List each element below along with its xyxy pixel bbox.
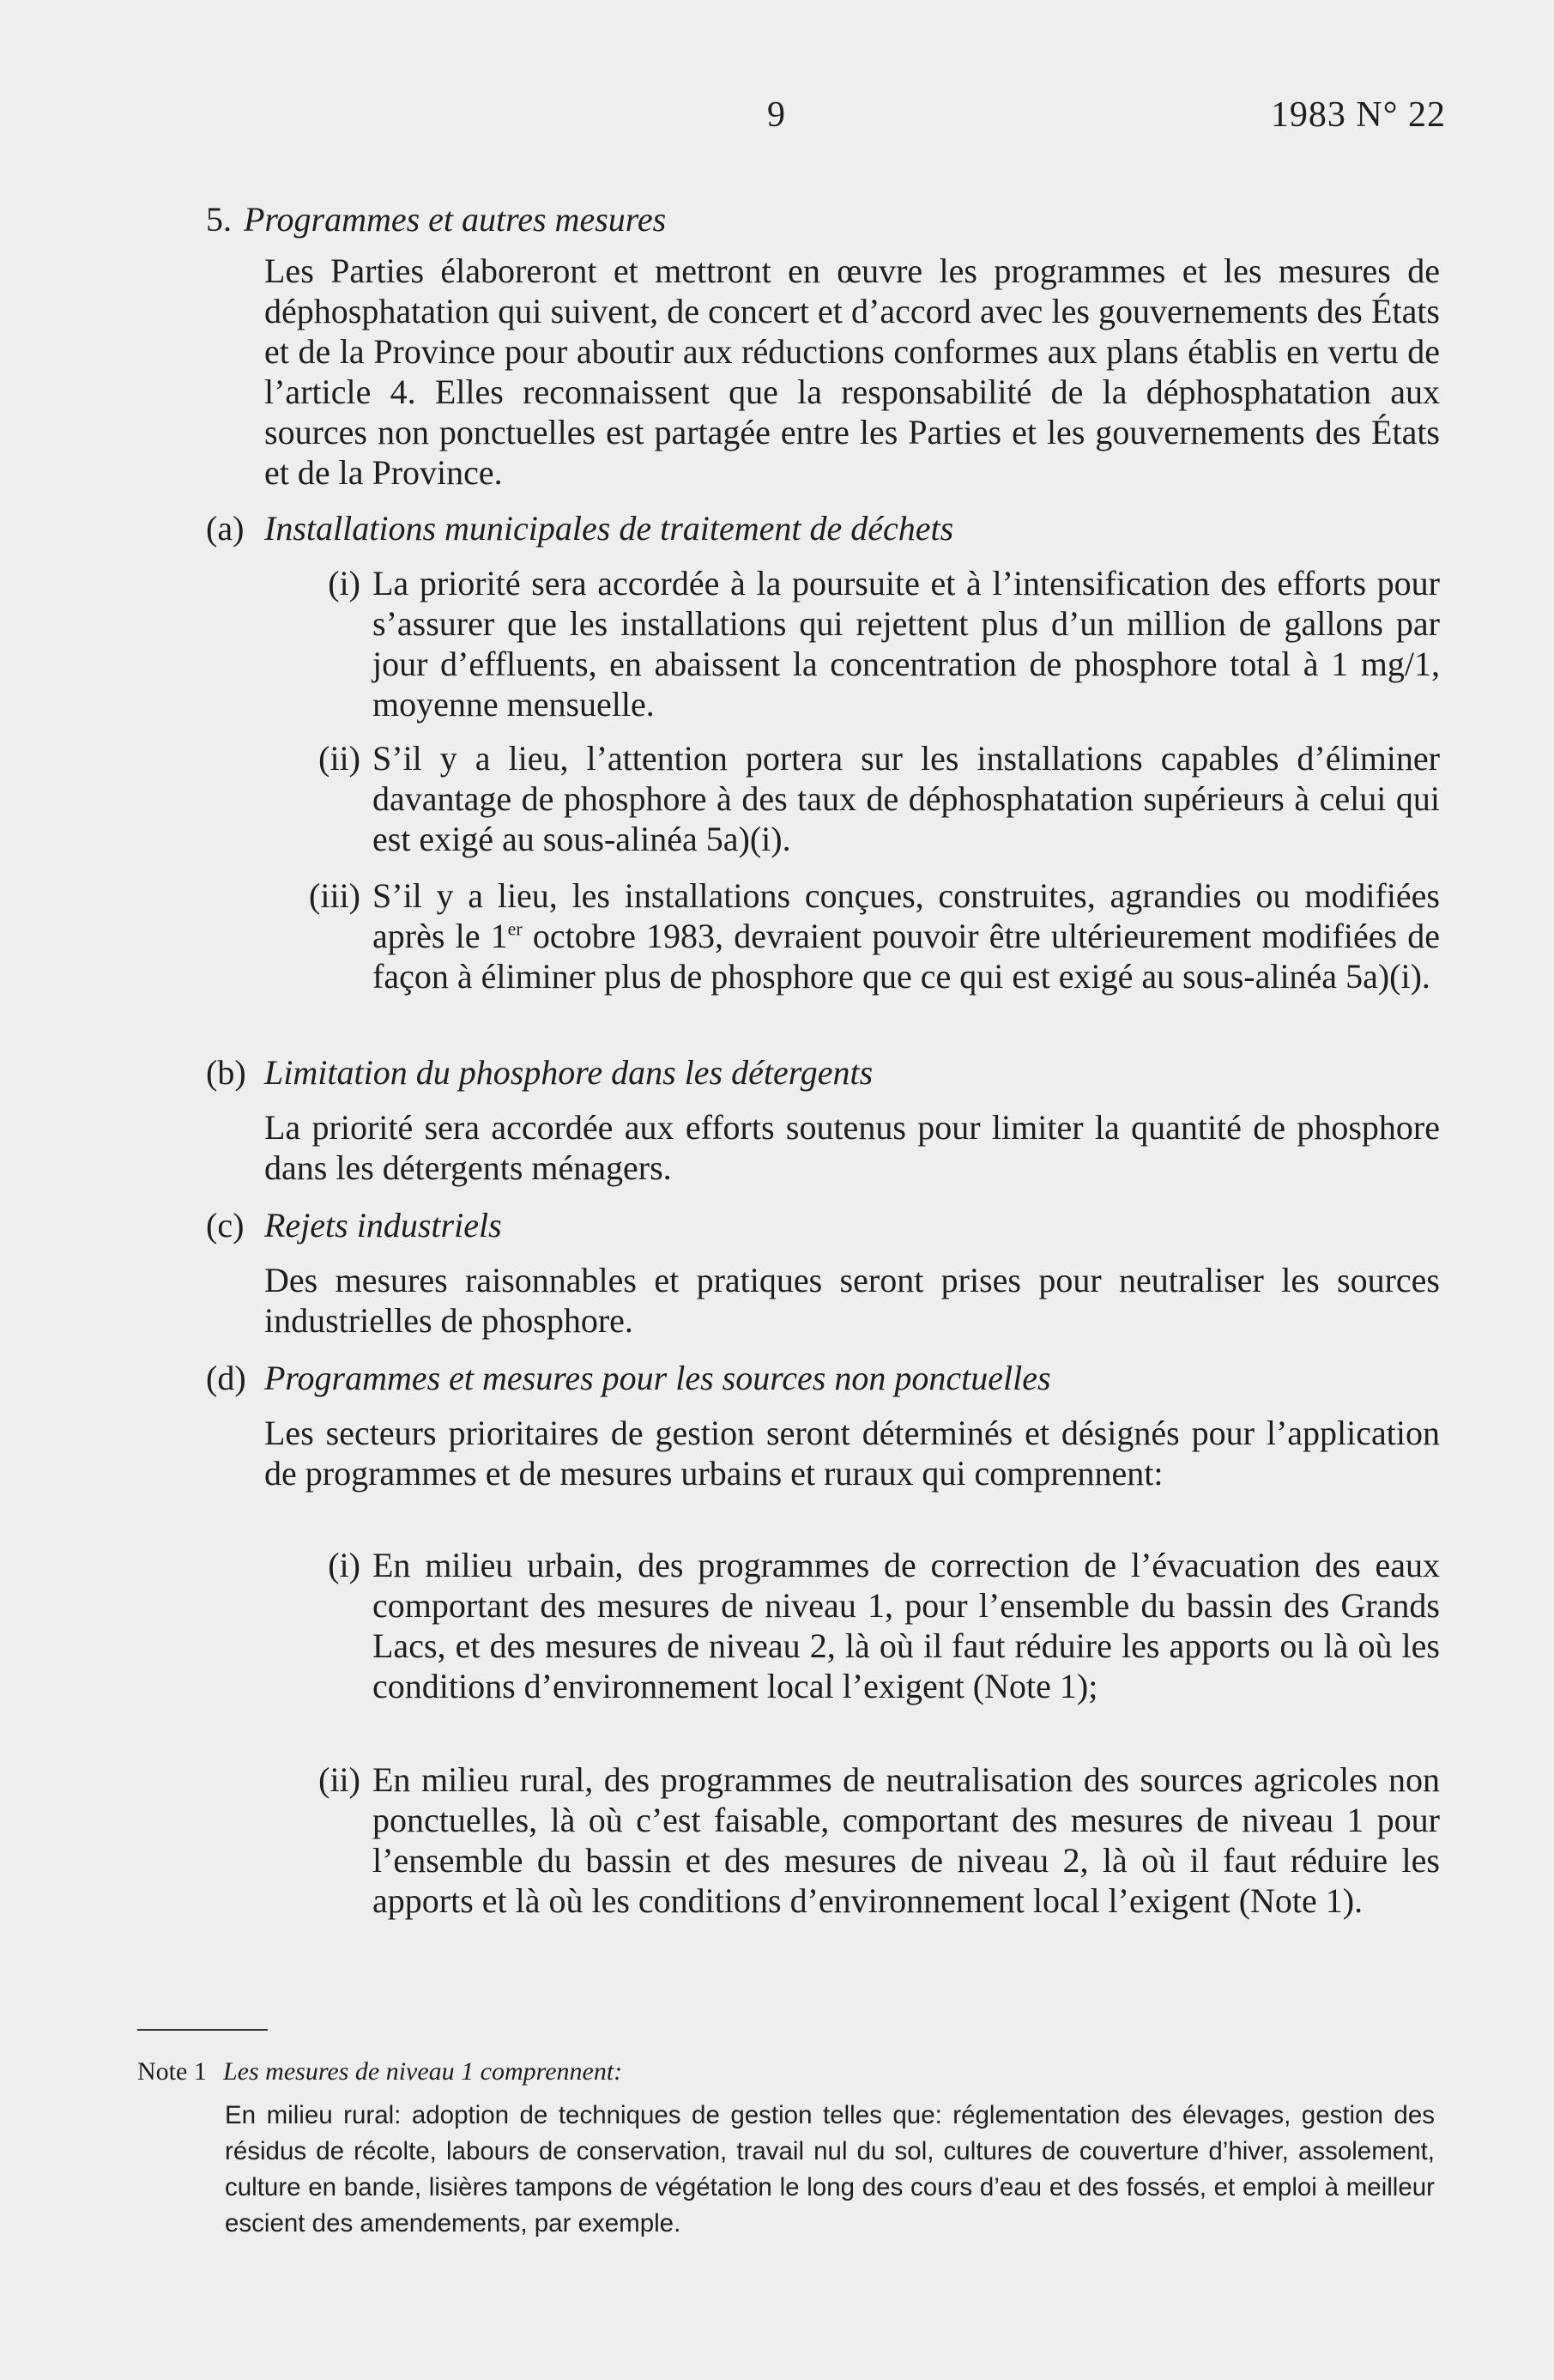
item-number: (ii) xyxy=(318,739,360,778)
item-text: La priorité sera accordée à la poursuite et à l’intensification des efforts pour s’assurer que les installations qui rejettent plus d’un million de gallons par jour d’effluents, en abaissent la concentration de phosphore total à 1 mg/1, moyenne mensuelle. xyxy=(372,564,1440,724)
item-number: (iii) xyxy=(309,876,360,915)
subsection-b-text: La priorité sera accordée aux efforts soutenus pour limiter la quantité de phosphore dans les détergents ménagers. xyxy=(264,1108,1440,1187)
page-number: 9 xyxy=(767,95,785,135)
subsection-a-heading xyxy=(206,508,953,548)
subsection-label: (d) xyxy=(206,1359,246,1397)
subsection-title: Installations municipales de traitement de déchets xyxy=(264,509,954,548)
item-text: S’il y a lieu, les installations conçues, construites, agrandies ou modifiées après le 1er octobre 1983, devraient pouvoir être ultérieurement modifiées de façon à éliminer plus de phosphore que ce qui est exigé au sous-alinéa 5a)(i). xyxy=(372,876,1440,996)
footnote-label: Note 1 xyxy=(137,2057,207,2086)
item-number: (i) xyxy=(328,564,360,603)
subsection-label: (c) xyxy=(206,1206,245,1245)
publication-reference: 1983 N° 22 xyxy=(1270,95,1446,135)
footnote-text: En milieu rural: adoption de techniques de gestion telles que: réglementation des élevages, gestion des résidus de récolte, labours de conservation, travail nul du sol, cultures de couverture d’hiver, assolement, culture en bande, lisières tampons de végétation le long des cours d’eau et des fossés, et emploi à meilleur escient des amendements, par exemple. xyxy=(225,2101,1435,2238)
subsection-title: Limitation du phosphore dans les détergents xyxy=(264,1053,874,1092)
subsection-b-heading xyxy=(206,1052,873,1093)
subsection-c-heading xyxy=(206,1205,502,1245)
footnote-title: Les mesures de niveau 1 comprennent: xyxy=(223,2057,623,2086)
section-title: Programmes et autres mesures xyxy=(244,200,667,239)
section-number: 5. xyxy=(206,200,232,239)
subsection-label: (b) xyxy=(206,1053,246,1092)
item-number: (ii) xyxy=(318,1760,360,1799)
subsection-d-text: Les secteurs prioritaires de gestion seront déterminés et désignés pour l’application de programmes et de mesures urbains et ruraux qui comprennent: xyxy=(264,1414,1440,1493)
item-text: S’il y a lieu, l’attention portera sur les installations capables d’éliminer davantage de phosphore à des taux de déphosphatation supérieurs à celui qui est exigé au sous-alinéa 5a)(i). xyxy=(372,739,1440,858)
subsection-d-heading xyxy=(206,1358,1051,1398)
subsection-label: (a) xyxy=(206,509,245,548)
subsection-c-text: Des mesures raisonnables et pratiques seront prises pour neutraliser les sources industrielles de phosphore. xyxy=(264,1261,1440,1340)
item-number: (i) xyxy=(328,1546,360,1584)
section-5-heading xyxy=(206,199,666,239)
item-text: En milieu rural, des programmes de neutralisation des sources agricoles non ponctuelles, là où c’est faisable, comportant des mesures de niveau 1 pour l’ensemble du bassin et des mesures de niveau 2, là où il faut réduire les apports et là où les conditions d’environnement local l’exigent (Note 1). xyxy=(372,1760,1440,1920)
section-5-intro: Les Parties élaboreront et mettront en œuvre les programmes et les mesures de déphosphatation qui suivent, de concert et d’accord avec les gouvernements des États et de la Province pour aboutir aux réductions conformes aux plans établis en vertu de l’article 4. Elles reconnaissent que la responsabilité de la déphosphatation aux sources non ponctuelles est partagée entre les Parties et les gouvernements des États et de la Province. xyxy=(264,251,1440,492)
footnote-divider xyxy=(137,2029,268,2031)
item-text: En milieu urbain, des programmes de correction de l’évacuation des eaux comportant des mesures de niveau 1, pour l’ensemble du bassin des Grands Lacs, et des mesures de niveau 2, là où il faut réduire les apports ou là où les conditions d’environnement local l’exigent (Note 1); xyxy=(372,1546,1440,1705)
subsection-title: Programmes et mesures pour les sources non ponctuelles xyxy=(264,1359,1051,1397)
subsection-title: Rejets industriels xyxy=(264,1206,502,1245)
